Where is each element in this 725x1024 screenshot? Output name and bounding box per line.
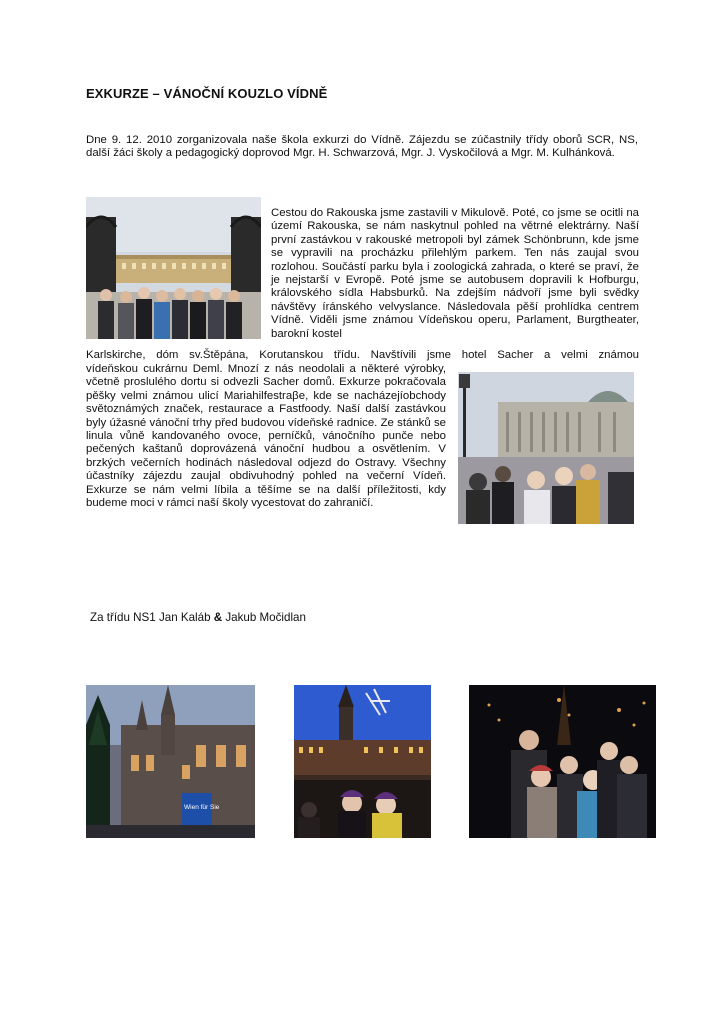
signature-suffix: Jakub Močidlan	[225, 611, 306, 624]
signature-prefix: Za třídu NS1 Jan Kaláb	[90, 611, 211, 624]
photo-town-hall-facade	[86, 685, 255, 838]
photo-hofburg-group	[458, 372, 634, 524]
signature-ampersand: &	[213, 611, 223, 624]
photo-schonbrunn-group	[86, 197, 261, 339]
paragraph-left-column: vídeňskou cukrárnu Deml. Mnozí z nás neodolali a některé výrobky, včetně proslulého dortu si odvezli Sacher domů. Exkurze pokračovala pěšky velmi známou ulicí Mariahilfestraβe, kde se nacházejíobchody světoznámých značek, restaurace a Fastfoody. Naší další zastávkou byly úžasné vánoční trhy před budovou vídeňské radnice. Ze stánků se linula vůně kandovaného ovoce, perníčků, vánočního punče nebo pečených kaštanů doprovázená vánoční hudbou a osvětlením. V brzkých večerních hodinách následoval odjezd do Ostravy. Všechny účastníky zájezdu zaujal obdivuhodný pohled na večerní Vídeň. Exkurze se nám velmi líbila a těšíme se na další příležitosti, kdy budeme moci v rámci naší školy vycestovat do zahraničí.	[86, 363, 446, 510]
article-title: EXKURZE – VÁNOČNÍ KOUZLO VÍDNĚ	[86, 86, 328, 101]
photo-christmas-market	[294, 685, 431, 838]
paragraph-right-column: Cestou do Rakouska jsme zastavili v Mikulově. Poté, co jsme se ocitli na území Rakouska, se nám naskytnul pohled na větrné elektrárny. Naší první zastávkou v rakouské metropoli byl zámek Schönbrunn, kde jsme se vypravili na procházku přilehlým parkem. Ten nás zaujal svou rozlohou. Součástí parku byla i zoologická zahrada, o které se praví, že je nejstarší v Evropě. Poté jsme se autobusem dopravili k Hofburgu, královského sídla Habsburků. Na zdejším nádvoří jsme byli svědky návštěvy íránského velvyslance. Následovala pěší prohlídka centrem Vídně. Viděli jsme známou Vídeňskou operu, Parlament, Burgtheater, barokní kostel	[271, 207, 639, 340]
signature-line	[90, 611, 306, 624]
town-hall-sign-text: Wien für Sie	[184, 804, 220, 811]
photo-night-group	[469, 685, 656, 838]
intro-paragraph: Dne 9. 12. 2010 zorganizovala naše škola exkurzi do Vídně. Zájezdu se zúčastnily třídy oborů SCR, NS, další žáci školy a pedagogický doprovod Mgr. H. Schwarzová, Mgr. J. Vyskočilová a Mgr. M. Kulhánková.	[86, 134, 638, 160]
paragraph-full-width-line: Karlskirche, dóm sv.Štěpána, Korutanskou třídu. Navštívili jsme hotel Sacher a velmi známou	[86, 349, 639, 361]
